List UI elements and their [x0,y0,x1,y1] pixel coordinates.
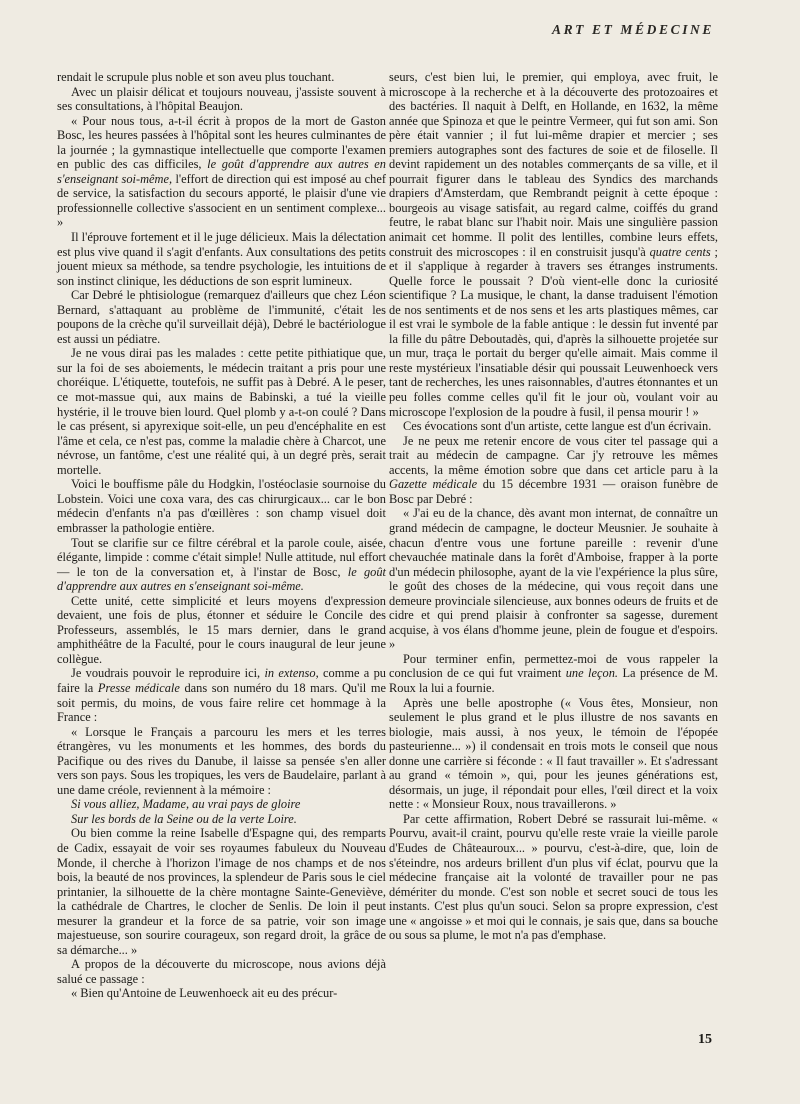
text-run: Ces évocations sont d'un artiste, cette langue est d'un écrivain. [403,419,712,434]
text-run: Par cette affirmation, Robert Debré se rassurait lui-même. « Pourvu, avait-il craint, pourvu qu'elle reste vraie la vieille parole d'Eudes de Châteauroux... » pourvu, c'est-à-dire, que, loin de s'éteindre, nos ardeurs brillent d'un plus vif éclat, pourvu que la médecine française ait la volonté de travailler pour ne pas démériter du monde. C'est son noble et secret souci de tous les instants. C'est plus qu'un souci. Selon sa propre expression, c'est une « angoisse » et moi qui le connais, je sais que, dans sa bouche ou sous sa plume, le mot n'a pas d'emphase. [389,811,718,943]
text-run: comme a pu faire la [57,666,386,695]
paragraph [57,536,386,594]
text-run: Ou bien comme la reine Isabelle d'Espagne qui, des remparts de Cadix, essayait de voir ses royaumes fabuleux du Nouveau Monde, il cherche à l'horizon l'image de nos champs et de nos bois, la beauté de nos provinces, la splendeur de Paris sous le ciel printanier, la silhouette de la chère montagne Sainte-Geneviève, la cathédrale de Chartres, le clocher de Senlis. De loin il peut mesurer la grandeur et la force de sa patrie, voir son image majestueuse, son sourire courageux, son regard droit, la grâce de sa démarche... » [57,826,386,957]
text-run: « J'ai eu de la chance, dès avant mon internat, de connaître un grand médecin de campagne, le docteur Meusnier. Je souhaite à chacun d'entre vous une fortune pareille : revenir d'une chevauchée matinale dans la forêt d'Amboise, frapper à la porte d'un médecin philosophe, ayant de la vie l'expérience la plus sûre, le goût des choses de la médecine, qui vous reçoit dans une demeure provinciale silencieuse, aux bonnes odeurs de fruits et de cidre et qui prend plaisir à confronter sa sagesse, durement acquise, à vos élans d'homme jeune, plein de fougue et d'espoirs. » [389,506,718,652]
running-head: ART ET MÉDECINE [551,22,714,37]
text-run: Après une belle apostrophe (« Vous êtes, Monsieur, non seulement le plus grand et le plus illustre de nos savants en biologie, mais aussi, à nos yeux, le témoin de l'épopée pasteurienne... ») il condensait en trois mots le conseil que nous donne une carrière si féconde : « Il faut travailler ». Et s'adressant au grand « témoin », qui, pour les jeunes générations est, désormais, un juge, il répondait pour elles, l'œil direct et la voix nette : « Monsieur Roux, nous travaillerons. » [389,695,718,812]
paragraph [389,506,718,651]
paragraph [57,346,386,477]
text-run: Je ne peux me retenir encore de vous citer tel passage qui a trait au médecin de campagne. Car j'y retrouve les mêmes accents, la même émotion sobre que dans cet article paru à la [389,433,718,477]
page-number: 15 [698,1032,712,1047]
paragraph [57,477,386,535]
text-run: Car Debré le phtisiologue (remarquez d'ailleurs que chez Léon Bernard, s'attaquant au problème de l'immunité, c'était les poupons de la crèche qu'il surveillait déjà), Debré le bactériologue est aussi un pédiatre. [57,288,386,346]
text-run: seurs, c'est bien lui, le premier, qui employa, avec fruit, le microscope à la recherche et à la découverte des protozoaires et des bactéries. Il naquit à Delft, en Hollande, en 1632, la même année que Spinoza et que le peintre Vermeer, qui fut son ami. Son père était vannier ; il fut lui-même drapier et mercier ; ses premiers autographes sont des factures de soie et de filoselle. Il devint rapidement un des notables commerçants de sa ville, et il pourrait figurer dans le tableau des Syndics des marchands drapiers d'Amsterdam, que Rembrandt peignit à cette époque : bourgeois au visage satisfait, au regard calme, coiffés du grand feutre, le rabat blanc sur l'habit noir. Mais une singulière passion animait cet homme. Il polit des lentilles, combine leurs effets, construit des microscopes : il en construisit jusqu'à [389,70,718,259]
text-run: ; et il s'applique à regarder à travers ses étranges instruments. Quelle force le poussait ? D'où vient-elle donc la curiosité scientifique ? La musique, le chant, la danse traduisent l'émotion de nos sentiments et de nos sens et les arts plastiques mêmes, car il est vrai le symbole de la fable antique : le dessin fut inventé par la fille du pâtre Deboutadès, qui, d'après la silhouette projetée sur un mur, traça le portait du berger qu'elle aimait. Mais comme il reste mystérieux l'insatiable désir qui poussait Leuwenhoeck vers tant de recherches, les unes raisonnables, d'autres étonnantes et un peu folles comme celles qu'il fit le jour où, voulant voir au microscope l'explosion de la poudre à fusil, il pensa mourir ! » [389,244,718,419]
paragraph [57,288,386,346]
italic-text: quatre cents [649,244,711,259]
text-run: Avec un plaisir délicat et toujours nouveau, j'assiste souvent à ses consultations, à l'hôpital Beaujon. [57,84,386,114]
text-run: Je ne vous dirai pas les malades : cette petite pithiatique que, sur la foi de ses aboiements, le médecin traitant a pris pour une choréique. L'étiquette, toutefois, ne suffit pas à Debré. A le peser, ce mot-massue qui, aux mains de Babinski, a tué la vieille hystérie, il le trouve bien lourd. Quel plomb y a-t-on coulé ? Dans le cas présent, si apyrexique soit-elle, un peu d'encéphalite en est l'âme et cela, ce n'est pas, comme la maladie chère à Charcot, une névrose, un fantôme, c'est une réalité qui, à un degré près, serait mortelle. [57,346,386,477]
italic-text: Gazette médicale [389,477,478,492]
text-run: Il l'éprouve fortement et il le juge délicieux. Mais la délectation est plus vive quand il s'agit d'enfants. Aux consultations des petits jouent mieux sa méthode, sa tendre psychologie, les intuitions de son instinct clinique, les déductions de son esprit lumineux. [57,230,386,288]
text-run: Cette unité, cette simplicité et leurs moyens d'expression devaient, une fois de plus, étonner et séduire le Concile des Professeurs, assemblés, le 15 mars dernier, dans le grand amphithéâtre de la Faculté, pour le cours inaugural de leur jeune collègue. [57,593,386,666]
italic-text: in extenso, [264,666,319,681]
paragraph [57,826,386,957]
paragraph [389,812,718,943]
paragraph [57,986,386,1001]
italic-text: le goût d'apprendre aux autres en s'enseignant soi-même. [57,564,386,594]
paragraph [57,725,386,798]
paragraph [57,957,386,986]
italic-text: Presse médicale [97,680,180,695]
text-run: La présence de M. Roux la lui a fournie. [389,666,719,695]
text-run: l'effort de direction qui est imposé au chef de service, la satisfaction du secours apporté, le plaisir d'une vie professionnelle collective s'associent en un sentiment complexe... » [57,171,386,230]
paragraph [57,812,386,827]
text-column-right [389,70,718,943]
paragraph [57,230,386,288]
italic-text: Sur les bords de la Seine ou de la verte Loire. [71,811,297,826]
paragraph [57,594,386,667]
paragraph [57,666,386,724]
paragraph [389,434,718,507]
text-run: Voici le bouffisme pâle du Hodgkin, l'ostéoclasie sournoise du Lobstein. Voici une coxa vara, des cas chirurgicaux... car le bon médecin d'enfants n'a pas d'œillères : son champ visuel doit embrasser la pathologie entière. [57,477,386,535]
paragraph [389,652,718,696]
text-run: dans son numéro du 18 mars. Qu'il me soit permis, du moins, de vous faire relire cet hommage à la France : [57,680,387,725]
paragraph [57,85,386,114]
paragraph [57,114,386,230]
italic-text: Si vous alliez, Madame, au vrai pays de gloire [71,797,301,812]
text-run: « Bien qu'Antoine de Leuwenhoeck ait eu des précur- [71,986,338,1001]
italic-text: le goût d'apprendre aux autres en s'enseignant soi-même, [57,157,387,186]
paragraph [57,797,386,812]
paragraph [57,70,386,85]
text-run: du 15 décembre 1931 — oraison funèbre de Bosc par Debré : [389,477,718,506]
paragraph [389,696,718,812]
text-run: Je voudrais pouvoir le reproduire ici, [71,666,265,681]
text-run: « Lorsque le Français a parcouru les mers et les terres étrangères, vu les monuments et les hommes, des bords du Pacifique ou des rives du Danube, il laisse sa pensée s'en aller vers son pays. Sous les tropiques, les vers de Baudelaire, parlant à une dame créole, reviennent à la mémoire : [57,724,386,797]
text-run: Pour terminer enfin, permettez-moi de vous rappeler la conclusion de ce qui fut vraiment [389,651,718,681]
paragraph [389,70,718,419]
text-run: « Pour nous tous, a-t-il écrit à propos de la mort de Gaston Bosc, les heures passées à l'hôpital sont les heures culminantes de la journée ; la gymnastique intellectuelle que comporte l'examen en public des cas difficiles, [57,113,386,172]
text-run: rendait le scrupule plus noble et son aveu plus touchant. [57,70,335,84]
paragraph [389,419,718,434]
text-column-left [57,70,386,1001]
italic-text: une leçon. [565,666,618,681]
text-run: A propos de la découverte du microscope, nous avions déjà salué ce passage : [57,957,386,986]
text-run: Tout se clarifie sur ce filtre cérébral et la parole coule, aisée, élégante, limpide : comme c'était simple! Nulle attitude, nul effort — le ton de la conversation et, à l'instar de Bosc, [57,535,386,579]
